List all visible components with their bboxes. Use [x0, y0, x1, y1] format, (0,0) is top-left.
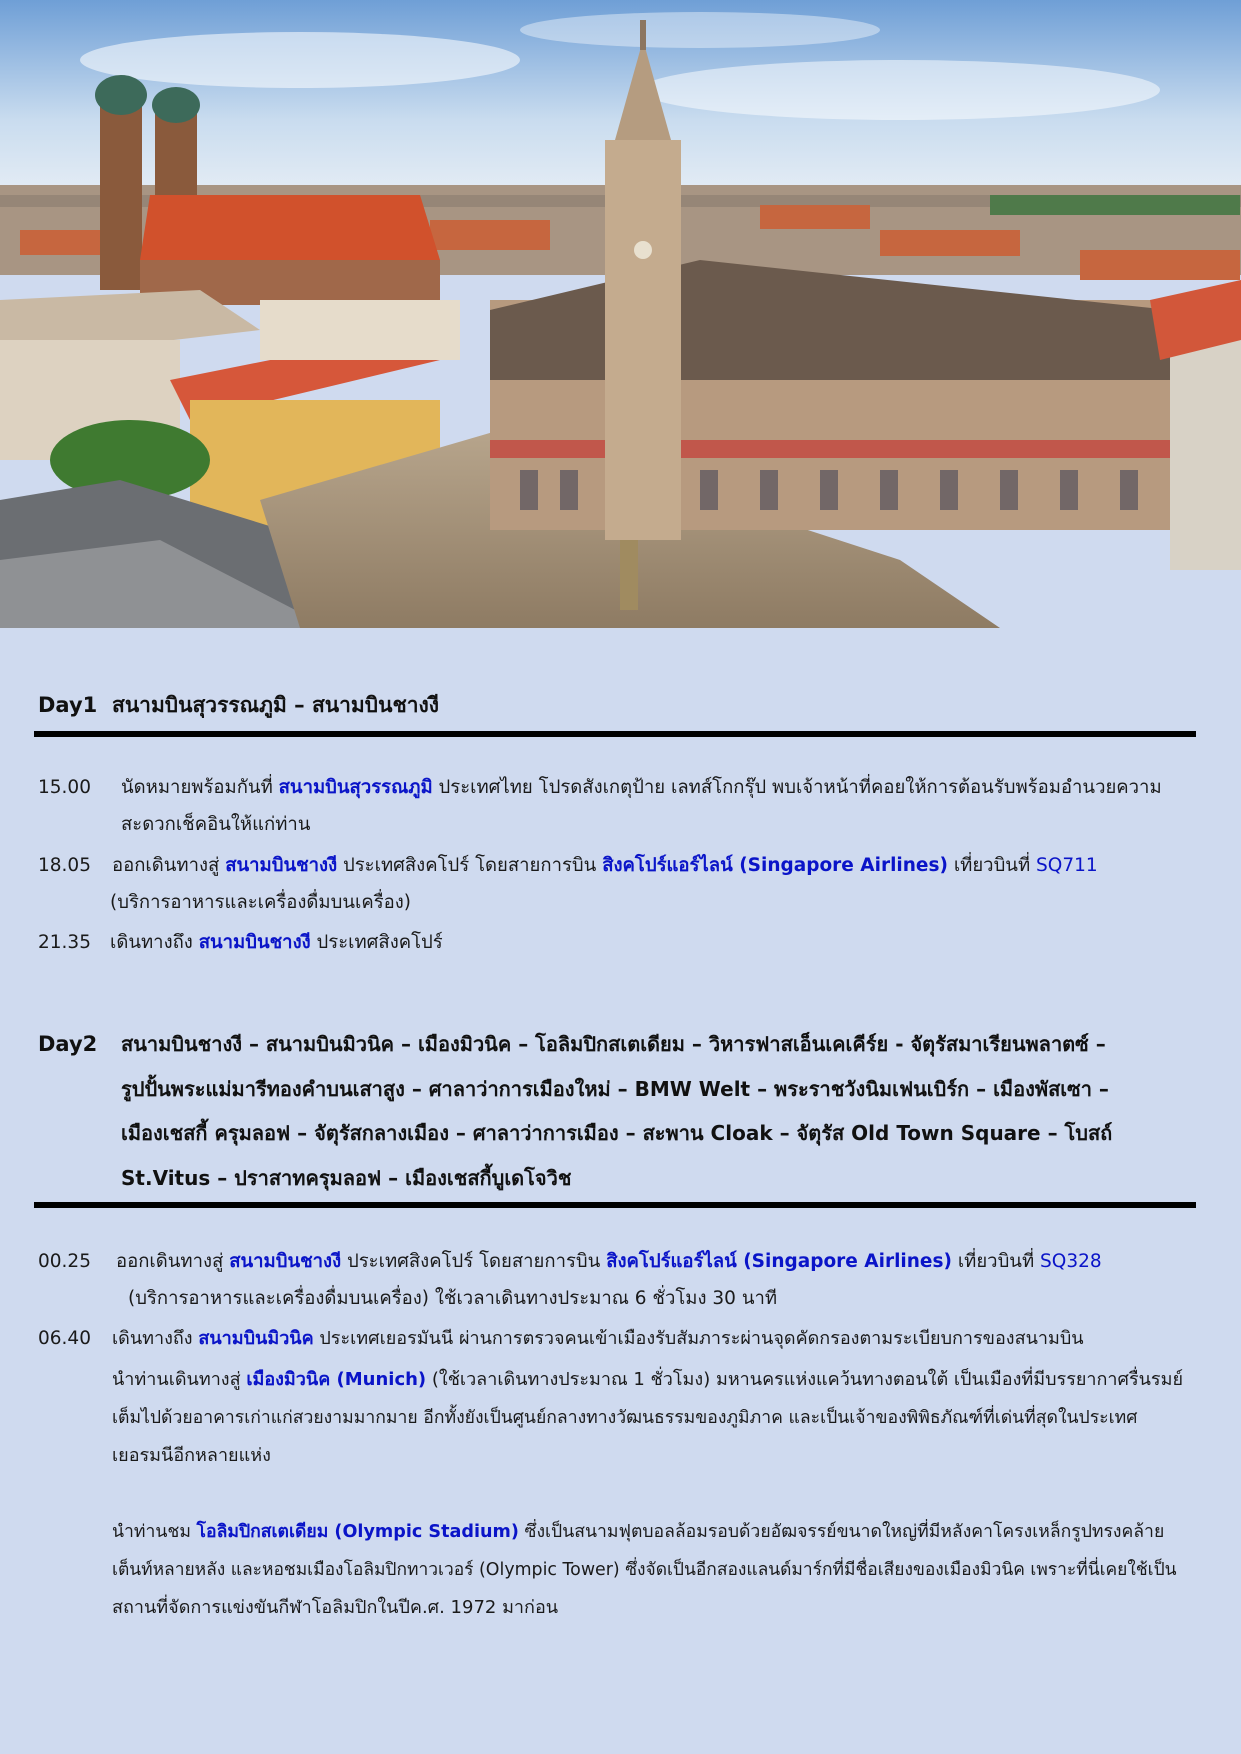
day2-title-line: สนามบินชางงี – สนามบินมิวนิค – เมืองมิวนิค – โอลิมปิกสเตเดียม – วิหารฟาสเอ็นเคเคีร์ย - จัตุรัสมาเรียนพลาตซ์ –: [121, 1032, 1106, 1056]
day2-title-line: รูปปั้นพระแม่มารีทองคำบนเสาสูง – ศาลาว่าการเมืองใหม่ – BMW Welt – พระราชวังนิมเฟนเบิร์ก – เมืองพัสเซา –: [121, 1076, 1109, 1101]
item-time: 15.00: [38, 777, 91, 798]
munich-airport-highlight: สนามบินมิวนิค: [198, 1328, 314, 1349]
olympic-line2: เต็นท์หลายหลัง และหอชมเมืองโอลิมปิกทาวเวอร์ (Olympic Tower) ซึ่งจัดเป็นอีกสองแลนด์มาร์กที่มีชื่อเสียงของเมืองมิวนิค เพราะที่นี่เคยใช้เป็น: [112, 1560, 1177, 1580]
day2-divider: [34, 1202, 1196, 1208]
olympic-line3: สถานที่จัดการแข่งขันกีฬาโอลิมปิกในปีค.ศ. 1972 มาก่อน: [112, 1597, 559, 1618]
day1-divider: [34, 731, 1196, 737]
item-time: 00.25: [38, 1251, 91, 1272]
munich-line2: เต็มไปด้วยอาคารเก่าแก่สวยงามมากมาย อีกทั้งยังเป็นศูนย์กลางทางวัฒนธรรมของภูมิภาค และเป็นเจ้าของพิพิธภัณฑ์ที่เด่นที่สุดในประเทศ: [112, 1408, 1138, 1428]
olympic-line1: นำท่านชม โอลิมปิกสเตเดียม (Olympic Stadium) ซึ่งเป็นสนามฟุตบอลล้อมรอบด้วยอัฒจรรย์ขนาดใหญ่ที่มีหลังคาโครงเหล็กรูปทรงคล้าย: [112, 1522, 1165, 1542]
day2-title-line: St.Vitus – ปราสาทครุมลอฟ – เมืองเชสกี้บูเดโจวิช: [121, 1165, 572, 1190]
flight-number-highlight: SQ328: [1040, 1251, 1102, 1272]
item-time: 18.05: [38, 855, 91, 876]
munich-paragraph: [112, 1361, 1212, 1475]
hero-photo: [0, 0, 1241, 628]
changi-airport-highlight: สนามบินชางงี: [229, 1251, 342, 1272]
singapore-airlines-highlight: สิงคโปร์แอร์ไลน์ (Singapore Airlines): [606, 1251, 952, 1272]
olympic-stadium-highlight: โอลิมปิกสเตเดียม (Olympic Stadium): [196, 1522, 519, 1542]
munich-line1: นำท่านเดินทางสู่ เมืองมิวนิค (Munich) (ใช้เวลาเดินทางประมาณ 1 ชั่วโมง) มหานครแห่งแคว้นทางตอนใต้ เป็นเมืองที่มีบรรยากาศรื่นรมย์: [112, 1369, 1184, 1390]
item-text: เดินทางถึง สนามบินมิวนิค ประเทศเยอรมันนี ผ่านการตรวจคนเข้าเมืองรับสัมภาระผ่านจุดคัดกรองตามระเบียบการของสนามบิน: [112, 1328, 1084, 1349]
munich-line3: เยอรมนีอีกหลายแห่ง: [112, 1445, 271, 1466]
munich-panorama-image: [0, 0, 1241, 628]
item-text-line2: สะดวกเช็คอินให้แก่ท่าน: [121, 814, 311, 835]
day2-label: Day2: [38, 1032, 98, 1056]
singapore-airlines-highlight: สิงคโปร์แอร์ไลน์ (Singapore Airlines): [602, 855, 948, 876]
olympic-paragraph: [112, 1513, 1212, 1627]
munich-highlight: เมืองมิวนิค (Munich): [246, 1369, 427, 1390]
item-text: เดินทางถึง สนามบินชางงี ประเทศสิงคโปร์: [110, 932, 443, 953]
item-text: ออกเดินทางสู่ สนามบินชางงี ประเทศสิงคโปร์ โดยสายการบิน สิงคโปร์แอร์ไลน์ (Singapore Airlines) เที่ยวบินที่ SQ711: [112, 855, 1098, 876]
changi-airport-highlight: สนามบินชางงี: [198, 932, 311, 953]
item-text-line2: (บริการอาหารและเครื่องดื่มบนเครื่อง): [110, 892, 412, 913]
item-text: นัดหมายพร้อมกันที่ สนามบินสุวรรณภูมิ ประเทศไทย โปรดสังเกตุป้าย เลทส์โกกรุ๊ป พบเจ้าหน้าที่คอยให้การต้อนรับพร้อมอำนวยความ: [121, 777, 1162, 798]
item-text: ออกเดินทางสู่ สนามบินชางงี ประเทศสิงคโปร์ โดยสายการบิน สิงคโปร์แอร์ไลน์ (Singapore Airlines) เที่ยวบินที่ SQ328: [116, 1251, 1102, 1272]
changi-airport-highlight: สนามบินชางงี: [225, 855, 338, 876]
item-time: 06.40: [38, 1328, 91, 1349]
day2-title-line: เมืองเชสกี้ ครุมลอฟ – จัตุรัสกลางเมือง – ศาลาว่าการเมือง – สะพาน Cloak – จัตุรัส Old Town Square – โบสถ์: [121, 1121, 1113, 1145]
day1-title: สนามบินสุวรรณภูมิ – สนามบินชางงี: [112, 693, 439, 717]
day2-title: [121, 1022, 1231, 1200]
item-text-line2: (บริการอาหารและเครื่องดื่มบนเครื่อง) ใช้เวลาเดินทางประมาณ 6 ชั่วโมง 30 นาที: [128, 1288, 778, 1309]
day1-label: Day1: [38, 693, 98, 717]
item-time: 21.35: [38, 932, 91, 953]
suvarnabhumi-airport-highlight: สนามบินสุวรรณภูมิ: [278, 777, 433, 798]
flight-number-highlight: SQ711: [1036, 855, 1098, 876]
